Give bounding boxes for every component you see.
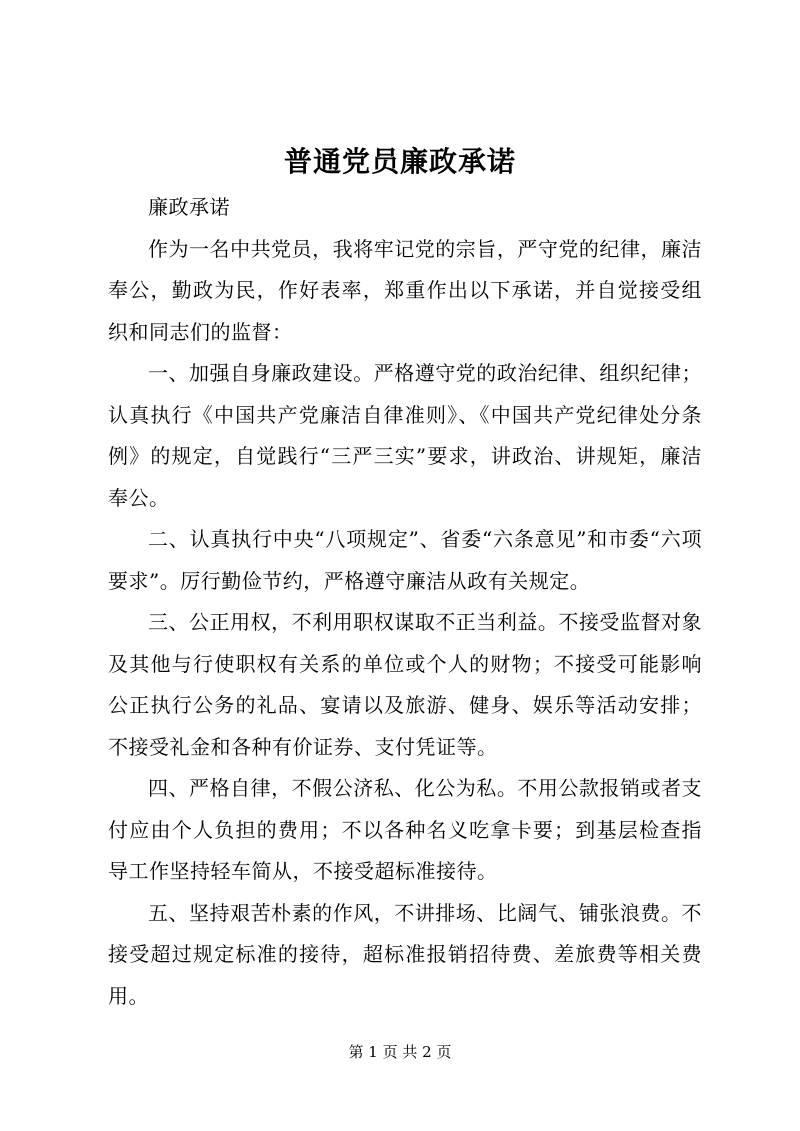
paragraph-item-5: 五、坚持艰苦朴素的作风，不讲排场、比阔气、铺张浪费。不接受超过规定标准的接待，超标准报销招待费、差旅费等相关费用。	[108, 900, 702, 1008]
document-body	[108, 187, 702, 1017]
paragraph-item-4: 四、严格自律，不假公济私、化公为私。不用公款报销或者支付应由个人负担的费用；不以各种名义吃拿卡要；到基层检查指导工作坚持轻车简从，不接受超标准接待。	[108, 776, 702, 883]
document-title: 普通党员廉政承诺	[283, 145, 516, 178]
paragraph-item-1: 一、加强自身廉政建设。严格遵守党的政治纪律、组织纪律；认真执行《中国共产党廉洁自律准则》、《中国共产党纪律处分条例》的规定，自觉践行“三严三实”要求，讲政治、讲规矩，廉洁奉公。	[108, 361, 702, 510]
paragraph-item-2: 二、认真执行中央“八项规定”、省委“六条意见”和市委“六项要求”。厉行勤俭节约，严格遵守廉洁从政有关规定。	[108, 527, 702, 593]
page-number-footer: 第 1 页 共 2 页	[348, 1043, 452, 1061]
paragraph-heading: 廉政承诺	[148, 195, 230, 219]
paragraph-item-3: 三、公正用权，不利用职权谋取不正当利益。不接受监督对象及其他与行使职权有关系的单位或个人的财物；不接受可能影响公正执行公务的礼品、宴请以及旅游、健身、娱乐等活动安排；不接受礼金和各种有价证券、支付凭证等。	[108, 610, 702, 759]
paragraph-intro: 作为一名中共党员，我将牢记党的宗旨，严守党的纪律，廉洁奉公，勤政为民，作好表率，郑重作出以下承诺，并自觉接受组织和同志们的监督：	[108, 236, 702, 344]
